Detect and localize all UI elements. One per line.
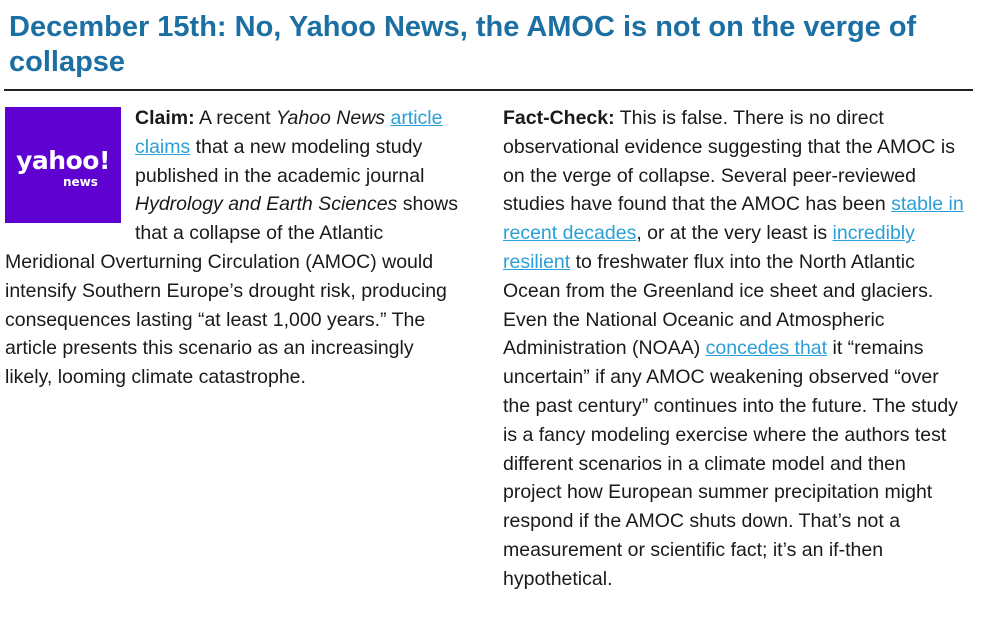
- yahoo-news-logo: [5, 107, 121, 223]
- claim-section: [5, 104, 460, 392]
- claim-source: Yahoo News: [275, 107, 386, 129]
- factcheck-text-2: , or at the very least is: [636, 222, 833, 245]
- factcheck-paragraph: [503, 104, 968, 594]
- logo-sub: news: [63, 175, 98, 189]
- claim-text-1: A recent: [194, 107, 276, 129]
- claim-label: Claim:: [135, 107, 195, 129]
- factcheck-text-4: it “remains uncertain” if any AMOC weakening observed “over the past century” continues into the future. The study is a fancy modeling exercise where the authors test different scenarios in a climate model and then project how European summer precipitation might respond if the AMOC shuts down. That’s not a measurement or scientific fact; it’s an if-then hypothetical.: [503, 337, 958, 590]
- incredibly-resilient-link[interactable]: incredibly resilient: [503, 222, 915, 273]
- claim-text-2: that a new modeling study published in the academic journal: [135, 135, 425, 187]
- article-claims-link[interactable]: article claims: [135, 107, 443, 158]
- concedes-that-link[interactable]: concedes that: [705, 337, 828, 360]
- page-title: December 15th: No, Yahoo News, the AMOC is not on the verge of collapse: [9, 11, 917, 78]
- factcheck-text-3: to freshwater flux into the North Atlantic Ocean from the Greenland ice sheet and glaciers. Even the National Oceanic and Atmospheric Administration (NOAA): [503, 250, 934, 360]
- title-divider: [4, 89, 973, 91]
- stable-recent-decades-link[interactable]: stable in recent decades: [503, 193, 964, 245]
- factcheck-label: Fact-Check:: [503, 107, 615, 129]
- factcheck-text-1: This is false. There is no direct observational evidence suggesting that the AMOC is on the verge of collapse. Several peer-reviewed studies have found that the AMOC has been: [503, 107, 956, 216]
- claim-text-3: shows that a collapse of the Atlantic Meridional Overturning Circulation (AMOC) would intensify Southern Europe’s drought risk, producing consequences lasting “at least 1,000 years.” The article presents this scenario as an increasingly likely, looming climate catastrophe.: [5, 193, 459, 389]
- claim-journal: Hydrology and Earth Sciences: [135, 193, 398, 216]
- logo-brand: yahoo!: [16, 146, 110, 175]
- factcheck-section: [503, 104, 968, 594]
